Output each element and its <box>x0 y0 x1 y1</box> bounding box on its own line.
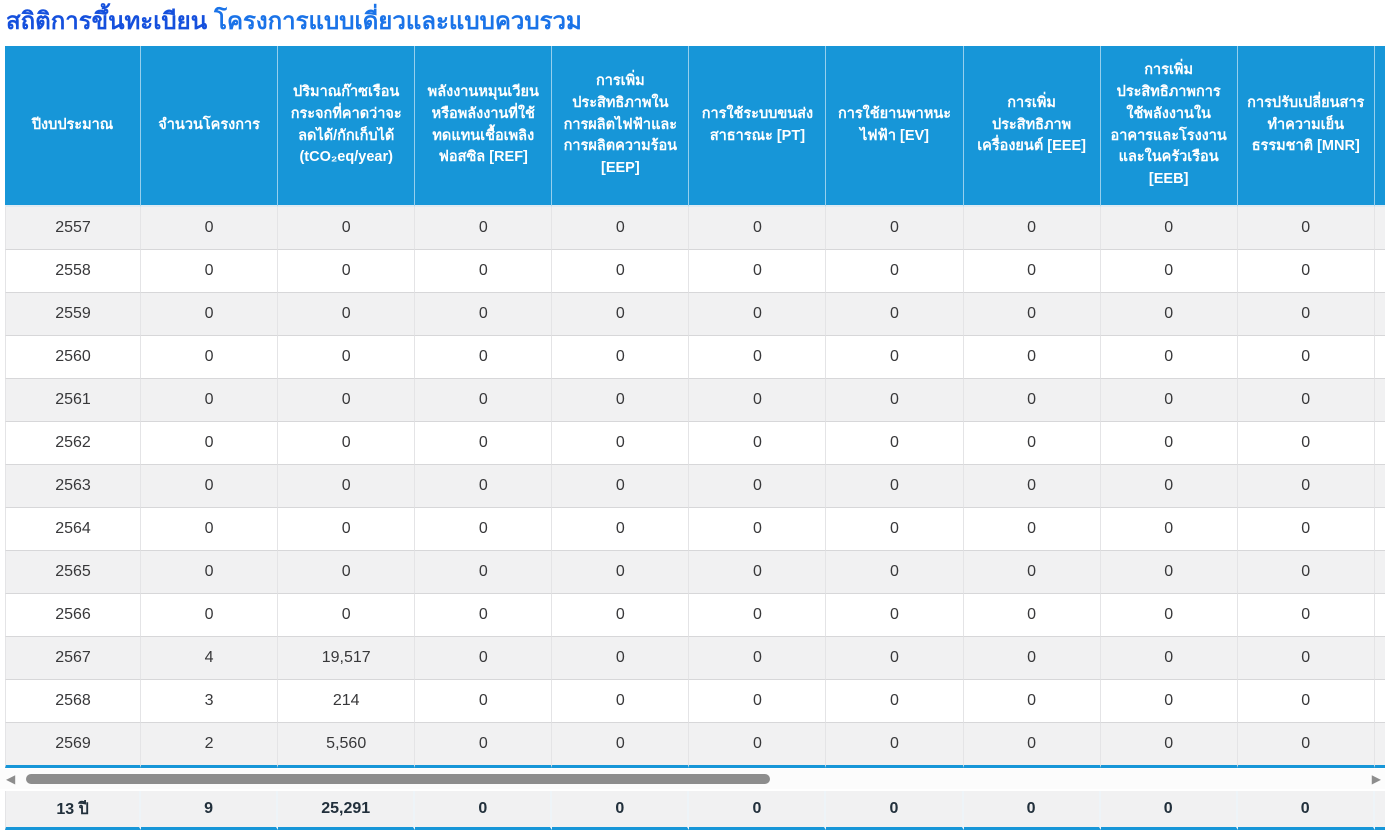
totals-value-cell: 0 <box>552 791 689 830</box>
column-header: การปรับเปลี่ยนสารทำความเย็นธรรมชาติ [MNR] <box>1238 46 1375 207</box>
totals-table <box>5 791 1385 830</box>
value-cell: 0 <box>689 293 826 336</box>
year-cell: 2562 <box>5 422 141 465</box>
value-cell: 0 <box>826 508 963 551</box>
value-cell-partial <box>1375 508 1385 551</box>
value-cell: 0 <box>689 250 826 293</box>
value-cell: 0 <box>826 422 963 465</box>
page-title-part1: สถิติการขึ้นทะเบียน <box>6 8 208 35</box>
column-header: ปริมาณก๊าซเรือนกระจกที่คาดว่าจะลดได้/กักเก็บได้ (tCO₂eq/year) <box>278 46 415 207</box>
value-cell: 0 <box>278 465 415 508</box>
value-cell: 0 <box>278 551 415 594</box>
value-cell: 0 <box>1238 207 1375 250</box>
horizontal-scrollbar[interactable] <box>0 769 1385 789</box>
value-cell: 0 <box>141 508 278 551</box>
table-row <box>5 594 1385 637</box>
value-cell-partial <box>1375 680 1385 723</box>
totals-value-cell: 0 <box>1238 791 1375 830</box>
value-cell-partial <box>1375 637 1385 680</box>
value-cell: 0 <box>415 508 552 551</box>
value-cell: 0 <box>1101 379 1238 422</box>
value-cell: 0 <box>141 594 278 637</box>
scroll-left-arrow-icon[interactable]: ◀ <box>6 772 16 786</box>
value-cell: 0 <box>415 250 552 293</box>
year-cell: 2558 <box>5 250 141 293</box>
totals-value-cell: 0 <box>415 791 552 830</box>
value-cell: 0 <box>964 250 1101 293</box>
value-cell: 0 <box>141 207 278 250</box>
value-cell: 0 <box>415 465 552 508</box>
value-cell: 0 <box>141 551 278 594</box>
totals-label-cell: 13 ปี <box>5 791 141 830</box>
value-cell: 0 <box>964 465 1101 508</box>
value-cell: 0 <box>278 422 415 465</box>
value-cell-partial <box>1375 336 1385 379</box>
column-header: การใช้ระบบขนส่งสาธารณะ [PT] <box>689 46 826 207</box>
totals-value-cell: 9 <box>141 791 278 830</box>
table-row <box>5 422 1385 465</box>
value-cell: 0 <box>1101 508 1238 551</box>
value-cell: 0 <box>415 336 552 379</box>
value-cell: 0 <box>1101 465 1238 508</box>
value-cell: 0 <box>141 336 278 379</box>
value-cell: 0 <box>1101 594 1238 637</box>
footer-viewport <box>5 791 1385 830</box>
value-cell: 214 <box>278 680 415 723</box>
column-header: การเพิ่มประสิทธิภาพในการผลิตไฟฟ้าและการผลิตความร้อน [EEP] <box>552 46 689 207</box>
table-row <box>5 723 1385 768</box>
value-cell: 0 <box>278 508 415 551</box>
value-cell: 0 <box>415 293 552 336</box>
value-cell: 0 <box>689 680 826 723</box>
value-cell-partial <box>1375 723 1385 768</box>
value-cell: 0 <box>1238 551 1375 594</box>
value-cell: 0 <box>1101 293 1238 336</box>
year-cell: 2568 <box>5 680 141 723</box>
value-cell: 0 <box>964 422 1101 465</box>
value-cell: 0 <box>1238 594 1375 637</box>
value-cell: 0 <box>278 207 415 250</box>
year-cell: 2557 <box>5 207 141 250</box>
year-cell: 2564 <box>5 508 141 551</box>
value-cell: 0 <box>826 379 963 422</box>
value-cell: 0 <box>141 422 278 465</box>
value-cell: 0 <box>552 723 689 768</box>
value-cell: 0 <box>964 594 1101 637</box>
value-cell: 3 <box>141 680 278 723</box>
totals-cell-partial <box>1375 791 1385 830</box>
totals-row <box>5 791 1385 830</box>
value-cell: 0 <box>415 207 552 250</box>
value-cell: 0 <box>964 293 1101 336</box>
table-row <box>5 508 1385 551</box>
year-cell: 2559 <box>5 293 141 336</box>
totals-value-cell: 0 <box>1101 791 1238 830</box>
value-cell: 0 <box>689 508 826 551</box>
value-cell: 5,560 <box>278 723 415 768</box>
value-cell: 0 <box>552 336 689 379</box>
value-cell: 0 <box>964 551 1101 594</box>
value-cell: 0 <box>964 680 1101 723</box>
value-cell: 0 <box>964 336 1101 379</box>
year-cell: 2566 <box>5 594 141 637</box>
value-cell-partial <box>1375 594 1385 637</box>
value-cell: 0 <box>826 637 963 680</box>
table-header <box>5 46 1385 207</box>
value-cell-partial <box>1375 207 1385 250</box>
table-row <box>5 379 1385 422</box>
table-row <box>5 207 1385 250</box>
year-cell: 2560 <box>5 336 141 379</box>
value-cell-partial <box>1375 465 1385 508</box>
value-cell: 0 <box>1238 508 1375 551</box>
value-cell: 0 <box>1238 250 1375 293</box>
value-cell: 2 <box>141 723 278 768</box>
value-cell-partial <box>1375 422 1385 465</box>
value-cell: 0 <box>552 250 689 293</box>
column-header: ปีงบประมาณ <box>5 46 141 207</box>
value-cell: 0 <box>689 336 826 379</box>
totals-value-cell: 25,291 <box>278 791 415 830</box>
value-cell: 0 <box>1238 422 1375 465</box>
table-body <box>5 207 1385 768</box>
value-cell: 0 <box>1101 422 1238 465</box>
value-cell: 0 <box>552 379 689 422</box>
value-cell: 0 <box>278 594 415 637</box>
value-cell: 0 <box>141 379 278 422</box>
year-cell: 2563 <box>5 465 141 508</box>
scrollbar-thumb[interactable] <box>26 774 770 784</box>
column-header: จำนวนโครงการ <box>141 46 278 207</box>
value-cell: 0 <box>278 379 415 422</box>
year-cell: 2561 <box>5 379 141 422</box>
value-cell: 0 <box>964 723 1101 768</box>
value-cell: 0 <box>1238 293 1375 336</box>
value-cell: 0 <box>689 422 826 465</box>
value-cell-partial <box>1375 293 1385 336</box>
value-cell-partial <box>1375 379 1385 422</box>
table-row <box>5 637 1385 680</box>
value-cell: 4 <box>141 637 278 680</box>
totals-value-cell: 0 <box>826 791 963 830</box>
value-cell: 0 <box>826 293 963 336</box>
value-cell: 0 <box>1238 680 1375 723</box>
totals-value-cell: 0 <box>689 791 826 830</box>
value-cell: 0 <box>415 422 552 465</box>
totals-value-cell: 0 <box>964 791 1101 830</box>
value-cell: 0 <box>552 594 689 637</box>
year-cell: 2567 <box>5 637 141 680</box>
value-cell: 0 <box>964 379 1101 422</box>
value-cell: 19,517 <box>278 637 415 680</box>
value-cell: 0 <box>1101 680 1238 723</box>
value-cell: 0 <box>1101 723 1238 768</box>
value-cell: 0 <box>1101 336 1238 379</box>
value-cell: 0 <box>552 293 689 336</box>
value-cell: 0 <box>141 293 278 336</box>
value-cell: 0 <box>964 637 1101 680</box>
value-cell: 0 <box>1238 637 1375 680</box>
value-cell: 0 <box>141 250 278 293</box>
value-cell: 0 <box>415 637 552 680</box>
value-cell: 0 <box>689 723 826 768</box>
year-cell: 2569 <box>5 723 141 768</box>
value-cell: 0 <box>1101 551 1238 594</box>
scroll-right-arrow-icon[interactable]: ▶ <box>1371 772 1381 786</box>
column-header-partial <box>1375 46 1385 207</box>
value-cell: 0 <box>552 551 689 594</box>
table-row <box>5 293 1385 336</box>
column-header: การเพิ่มประสิทธิภาพการใช้พลังงานในอาคารและโรงงานและในครัวเรือน [EEB] <box>1101 46 1238 207</box>
table-row <box>5 336 1385 379</box>
value-cell: 0 <box>689 637 826 680</box>
value-cell: 0 <box>415 680 552 723</box>
value-cell: 0 <box>415 379 552 422</box>
table-viewport <box>5 46 1385 768</box>
value-cell: 0 <box>826 680 963 723</box>
value-cell: 0 <box>552 422 689 465</box>
value-cell: 0 <box>552 207 689 250</box>
value-cell: 0 <box>552 637 689 680</box>
value-cell: 0 <box>964 207 1101 250</box>
value-cell: 0 <box>552 508 689 551</box>
value-cell: 0 <box>689 594 826 637</box>
table-row <box>5 465 1385 508</box>
value-cell: 0 <box>552 465 689 508</box>
value-cell: 0 <box>278 336 415 379</box>
value-cell: 0 <box>689 465 826 508</box>
table-row <box>5 250 1385 293</box>
value-cell: 0 <box>278 293 415 336</box>
column-header: การเพิ่มประสิทธิภาพเครื่องยนต์ [EEE] <box>964 46 1101 207</box>
table-header-row <box>5 46 1385 207</box>
value-cell: 0 <box>826 551 963 594</box>
value-cell: 0 <box>1238 336 1375 379</box>
year-cell: 2565 <box>5 551 141 594</box>
value-cell: 0 <box>689 551 826 594</box>
page-title-part2: โครงการแบบเดี่ยวและแบบควบรวม <box>214 8 582 35</box>
table-row <box>5 551 1385 594</box>
value-cell: 0 <box>1238 379 1375 422</box>
page-title <box>0 0 1385 46</box>
value-cell: 0 <box>826 207 963 250</box>
value-cell: 0 <box>1238 465 1375 508</box>
value-cell: 0 <box>552 680 689 723</box>
value-cell: 0 <box>689 207 826 250</box>
value-cell: 0 <box>141 465 278 508</box>
value-cell: 0 <box>689 379 826 422</box>
value-cell: 0 <box>964 508 1101 551</box>
value-cell: 0 <box>415 723 552 768</box>
value-cell: 0 <box>1101 250 1238 293</box>
column-header: การใช้ยานพาหนะไฟฟ้า [EV] <box>826 46 963 207</box>
value-cell: 0 <box>826 465 963 508</box>
value-cell: 0 <box>415 594 552 637</box>
value-cell: 0 <box>826 723 963 768</box>
value-cell: 0 <box>1238 723 1375 768</box>
value-cell: 0 <box>826 250 963 293</box>
value-cell: 0 <box>826 336 963 379</box>
table-row <box>5 680 1385 723</box>
value-cell: 0 <box>1101 207 1238 250</box>
value-cell: 0 <box>415 551 552 594</box>
value-cell-partial <box>1375 551 1385 594</box>
value-cell: 0 <box>826 594 963 637</box>
value-cell: 0 <box>278 250 415 293</box>
value-cell-partial <box>1375 250 1385 293</box>
column-header: พลังงานหมุนเวียนหรือพลังงานที่ใช้ทดแทนเชื้อเพลิงฟอสซิล [REF] <box>415 46 552 207</box>
value-cell: 0 <box>1101 637 1238 680</box>
registration-statistics-table <box>5 46 1385 768</box>
